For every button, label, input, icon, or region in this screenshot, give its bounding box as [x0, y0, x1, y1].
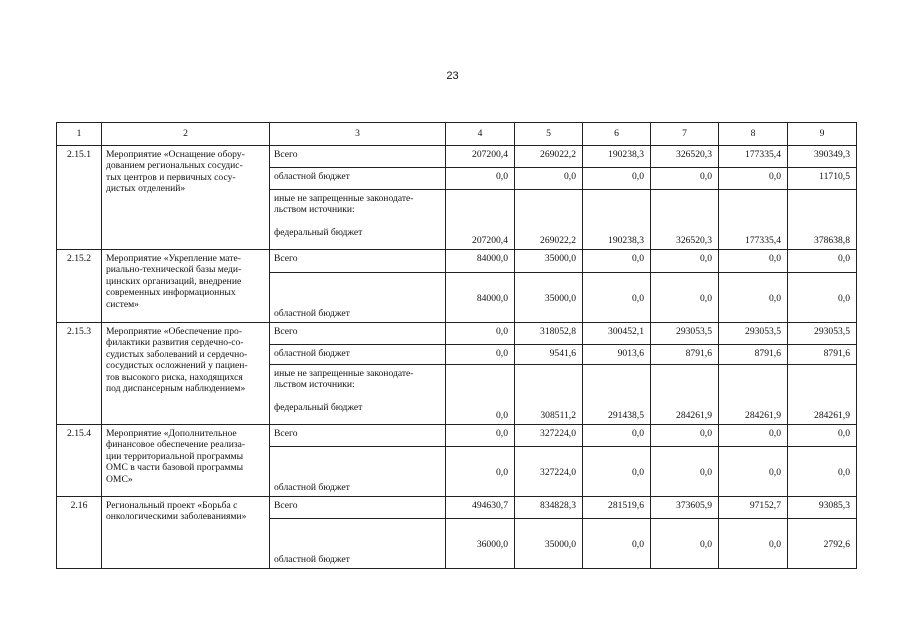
- item-name: [102, 250, 270, 323]
- value-cell: 293053,5: [719, 323, 788, 345]
- funding-source-line: областной бюджет: [274, 171, 350, 182]
- value-cell: 0,0: [651, 273, 719, 323]
- value-cell: 0,0: [788, 447, 857, 497]
- funding-source-line: областной бюджет: [274, 307, 350, 319]
- value-cell: 0,0: [788, 250, 857, 273]
- value-cell: 0,0: [719, 447, 788, 497]
- funding-source: [270, 497, 446, 519]
- header-cell: 4: [446, 123, 515, 146]
- funding-source: [270, 365, 446, 425]
- value-cell: 327224,0: [515, 425, 583, 447]
- page-number: 23: [446, 70, 459, 82]
- value-cell: 8791,6: [651, 345, 719, 365]
- value-cell: 8791,6: [788, 345, 857, 365]
- funding-source: [270, 519, 446, 569]
- value-cell: 0,0: [446, 345, 515, 365]
- item-name-line: судистых заболеваний и сердечно-: [106, 348, 248, 360]
- funding-source-line: Всего: [274, 253, 298, 264]
- value-cell: 284261,9: [651, 365, 719, 425]
- funding-source: [270, 345, 446, 365]
- item-name-line: Мероприятие «Дополнительное: [106, 428, 237, 439]
- table-row: [57, 497, 857, 519]
- item-name-line: риально-технической базы меди-: [106, 264, 242, 276]
- value-cell: 0,0: [719, 273, 788, 323]
- funding-source: [270, 168, 446, 190]
- funding-source-line: федеральный бюджет: [274, 401, 363, 413]
- header-cell: 1: [57, 123, 102, 146]
- value-cell: 190238,3: [583, 146, 651, 168]
- item-name-line: ОМС»: [106, 473, 133, 485]
- value-cell: 300452,1: [583, 323, 651, 345]
- value-cell: 0,0: [651, 425, 719, 447]
- value-cell: 327224,0: [515, 447, 583, 497]
- value-cell: 0,0: [583, 168, 651, 190]
- item-name-line: Мероприятие «Обеспечение про-: [106, 326, 243, 337]
- funding-source-line: Всего: [274, 149, 298, 160]
- value-cell: 35000,0: [515, 273, 583, 323]
- value-cell: 0,0: [446, 168, 515, 190]
- value-cell: 494630,7: [446, 497, 515, 519]
- value-cell: 293053,5: [788, 323, 857, 345]
- value-cell: 0,0: [788, 273, 857, 323]
- funding-source: [270, 190, 446, 250]
- item-code: 2.15.4: [57, 425, 102, 497]
- value-cell: 35000,0: [515, 519, 583, 569]
- funding-source: [270, 323, 446, 345]
- funding-source-line: Всего: [274, 428, 298, 439]
- value-cell: 0,0: [446, 365, 515, 425]
- item-name-line: ции территориальной программы: [106, 450, 244, 462]
- item-name-line: дистых отделений»: [106, 183, 186, 195]
- item-name: [102, 323, 270, 425]
- item-name: [102, 425, 270, 497]
- value-cell: 0,0: [583, 250, 651, 273]
- value-cell: 0,0: [651, 168, 719, 190]
- item-name: [102, 146, 270, 250]
- item-code: 2.15.2: [57, 250, 102, 323]
- value-cell: 0,0: [719, 425, 788, 447]
- value-cell: 0,0: [583, 273, 651, 323]
- item-name-line: сосудистых осложнений у пациен-: [106, 360, 248, 372]
- funding-source-line: областной бюджет: [274, 348, 350, 359]
- value-cell: 284261,9: [788, 365, 857, 425]
- value-cell: 293053,5: [651, 323, 719, 345]
- item-name-line: онкологическими заболеваниями»: [106, 511, 247, 523]
- table-row: [57, 146, 857, 168]
- item-code: 2.15.3: [57, 323, 102, 425]
- item-code: 2.16: [57, 497, 102, 569]
- item-name-line: финансовое обеспечение реализа-: [106, 439, 246, 451]
- budget-table: [56, 122, 857, 569]
- value-cell: 0,0: [651, 519, 719, 569]
- value-cell: 326520,3: [651, 190, 719, 250]
- value-cell: 378638,8: [788, 190, 857, 250]
- funding-source-line: [274, 216, 441, 227]
- item-name-line: дованием региональных сосудис-: [106, 160, 243, 172]
- value-cell: 11710,5: [788, 168, 857, 190]
- header-cell: 3: [270, 123, 446, 146]
- item-name-line: филактики развития сердечно-со-: [106, 337, 244, 349]
- funding-source-line: льством источники:: [274, 379, 355, 391]
- funding-source-line: областной бюджет: [274, 481, 350, 493]
- value-cell: 269022,2: [515, 190, 583, 250]
- value-cell: 177335,4: [719, 190, 788, 250]
- value-cell: 0,0: [788, 425, 857, 447]
- funding-source-line: иные не запрещенные законодате-: [274, 368, 414, 379]
- value-cell: 318052,8: [515, 323, 583, 345]
- value-cell: 0,0: [719, 519, 788, 569]
- funding-source-line: иные не запрещенные законодате-: [274, 193, 414, 204]
- value-cell: 0,0: [583, 519, 651, 569]
- funding-source-line: Всего: [274, 500, 298, 511]
- header-cell: 5: [515, 123, 583, 146]
- value-cell: 9541,6: [515, 345, 583, 365]
- value-cell: 84000,0: [446, 250, 515, 273]
- value-cell: 84000,0: [446, 273, 515, 323]
- value-cell: 0,0: [719, 168, 788, 190]
- item-name-line: современных информационных: [106, 287, 236, 299]
- value-cell: 35000,0: [515, 250, 583, 273]
- item-name-line: тых центров и первичных сосу-: [106, 171, 236, 183]
- value-cell: 0,0: [651, 250, 719, 273]
- header-cell: 2: [102, 123, 270, 146]
- funding-source-line: областной бюджет: [274, 553, 350, 565]
- item-name-line: Региональный проект «Борьба с: [106, 500, 238, 511]
- value-cell: 2792,6: [788, 519, 857, 569]
- funding-source: [270, 273, 446, 323]
- header-row: [57, 123, 857, 146]
- table-row: [57, 323, 857, 345]
- item-name-line: Мероприятие «Оснащение обору-: [106, 149, 245, 160]
- value-cell: 0,0: [583, 447, 651, 497]
- value-cell: 177335,4: [719, 146, 788, 168]
- table-body: [57, 146, 857, 569]
- funding-source: [270, 425, 446, 447]
- value-cell: 326520,3: [651, 146, 719, 168]
- table-row: [57, 425, 857, 447]
- funding-source: [270, 250, 446, 273]
- value-cell: 0,0: [446, 447, 515, 497]
- value-cell: 9013,6: [583, 345, 651, 365]
- value-cell: 373605,9: [651, 497, 719, 519]
- value-cell: 36000,0: [446, 519, 515, 569]
- value-cell: 97152,7: [719, 497, 788, 519]
- value-cell: 0,0: [583, 425, 651, 447]
- header-cell: 6: [583, 123, 651, 146]
- header-cell: 8: [719, 123, 788, 146]
- value-cell: 269022,2: [515, 146, 583, 168]
- funding-source-line: Всего: [274, 326, 298, 337]
- value-cell: 190238,3: [583, 190, 651, 250]
- header-cell: 9: [788, 123, 857, 146]
- funding-source: [270, 146, 446, 168]
- value-cell: 0,0: [719, 250, 788, 273]
- value-cell: 0,0: [446, 425, 515, 447]
- value-cell: 291438,5: [583, 365, 651, 425]
- header-cell: 7: [651, 123, 719, 146]
- value-cell: 0,0: [515, 168, 583, 190]
- item-name-line: под диспансерным наблюдением»: [106, 383, 246, 395]
- value-cell: 8791,6: [719, 345, 788, 365]
- value-cell: 390349,3: [788, 146, 857, 168]
- value-cell: 281519,6: [583, 497, 651, 519]
- item-name-line: систем»: [106, 298, 139, 310]
- value-cell: 308511,2: [515, 365, 583, 425]
- item-name-line: Мероприятие «Укрепление мате-: [106, 253, 241, 264]
- funding-source: [270, 447, 446, 497]
- item-name: [102, 497, 270, 569]
- value-cell: 284261,9: [719, 365, 788, 425]
- funding-source-line: льством источники:: [274, 204, 355, 216]
- table-row: [57, 250, 857, 273]
- value-cell: 207200,4: [446, 190, 515, 250]
- item-name-line: цинских организаций, внедрение: [106, 275, 242, 287]
- value-cell: 0,0: [651, 447, 719, 497]
- funding-source-line: федеральный бюджет: [274, 226, 363, 238]
- item-code: 2.15.1: [57, 146, 102, 250]
- item-name-line: ОМС в части базовой программы: [106, 462, 244, 474]
- value-cell: 93085,3: [788, 497, 857, 519]
- item-name-line: тов высокого риска, находящихся: [106, 371, 243, 383]
- value-cell: 207200,4: [446, 146, 515, 168]
- value-cell: 834828,3: [515, 497, 583, 519]
- value-cell: 0,0: [446, 323, 515, 345]
- funding-source-line: [274, 391, 441, 402]
